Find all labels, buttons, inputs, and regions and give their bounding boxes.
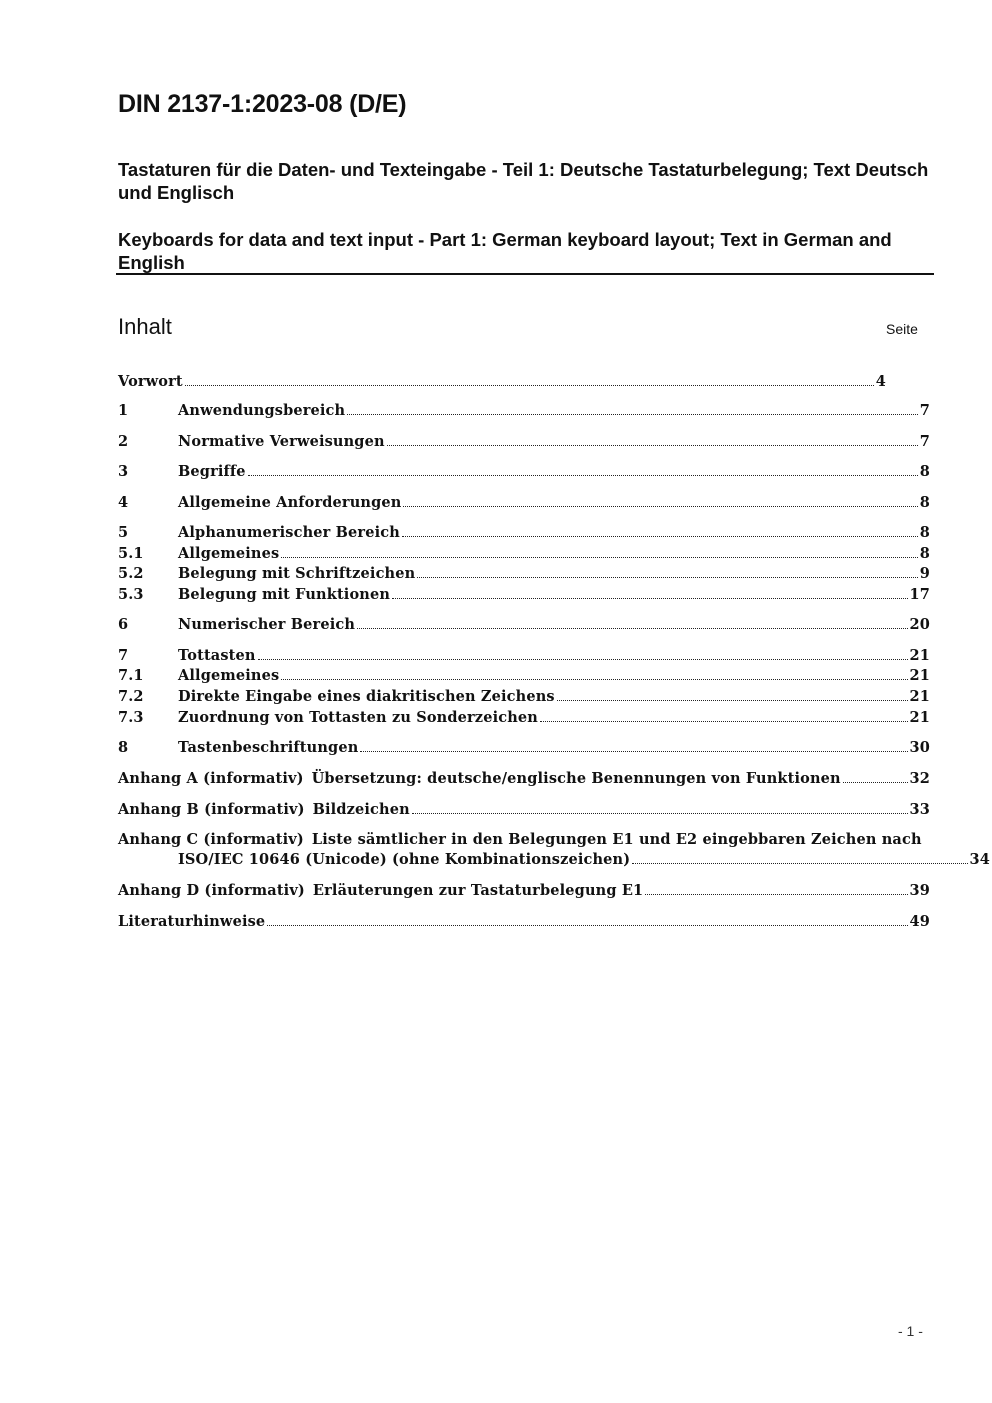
toc-annex-d[interactable]: [118, 881, 930, 901]
toc-entry[interactable]: [118, 523, 930, 543]
toc-annex-c[interactable]: [118, 830, 990, 870]
document-title: DIN 2137-1:2023-08 (D/E): [118, 90, 407, 118]
toc-entry-text-continued: ISO/IEC 10646 (Unicode) (ohne Kombinationszeichen): [178, 851, 631, 868]
toc-entry-number: 7.1: [118, 667, 144, 684]
toc-entry-text: Alphanumerischer Bereich: [178, 524, 400, 541]
toc-entry-text: Liste sämtlicher in den Belegungen E1 und E2 eingebbaren Zeichen nach: [311, 831, 922, 848]
toc-entry[interactable]: [118, 432, 930, 452]
toc-annex-label: Anhang A (informativ): [118, 770, 304, 787]
toc-entry-text: Übersetzung: deutsche/englische Benennungen von Funktionen: [311, 770, 841, 787]
toc-entry-page: 20: [909, 616, 930, 633]
toc-entry-number: 7.2: [118, 688, 144, 705]
toc-entry-page: 21: [909, 667, 930, 684]
toc-entry-text: Numerischer Bereich: [178, 616, 356, 633]
toc-entry-number: 5.1: [118, 545, 144, 562]
toc-entry-page: 21: [909, 647, 930, 664]
toc-annex-b[interactable]: [118, 800, 930, 820]
toc-entry-number: 4: [118, 494, 129, 511]
page-column-label: Seite: [886, 321, 918, 337]
toc-entry-text: Belegung mit Schriftzeichen: [178, 565, 416, 582]
toc-entry-text: Zuordnung von Tottasten zu Sonderzeichen: [178, 709, 538, 726]
toc-entry-page: 4: [875, 373, 886, 390]
toc-entry[interactable]: [118, 615, 930, 635]
toc-leader: [281, 679, 907, 680]
toc-entry[interactable]: [118, 738, 930, 758]
toc-annex-label: Anhang D (informativ): [118, 882, 305, 899]
toc-leader: [360, 751, 907, 752]
toc-entry[interactable]: [118, 462, 930, 482]
toc-leader: [347, 414, 918, 415]
toc-entry-page: 21: [909, 709, 930, 726]
toc-leader: [403, 506, 917, 507]
toc-entry-text: Normative Verweisungen: [178, 433, 385, 450]
contents-heading: Inhalt: [118, 314, 172, 339]
toc-entry[interactable]: [118, 564, 930, 584]
subtitle-german: Tastaturen für die Daten- und Texteingabe - Teil 1: Deutsche Tastaturbelegung; Text Deutsch und Englisch: [118, 159, 929, 203]
toc-entry-page: 8: [919, 545, 930, 562]
toc-entry-page: 34: [969, 851, 990, 868]
toc-entry-page: 49: [909, 913, 930, 930]
toc-leader: [645, 894, 907, 895]
toc-leader: [412, 813, 908, 814]
toc-entry-text: Allgemeines: [178, 667, 280, 684]
toc-entry-page: 39: [909, 882, 930, 899]
toc-entry-number: 6: [118, 616, 129, 633]
toc-entry-text: Literaturhinweise: [118, 913, 266, 930]
toc-leader: [392, 598, 907, 599]
toc-leader: [557, 700, 908, 701]
toc-leader: [281, 557, 917, 558]
toc-entry-page: 9: [919, 565, 930, 582]
toc-entry-page: 17: [909, 586, 930, 603]
title-divider: [116, 273, 934, 275]
toc-entry-text: Tottasten: [178, 647, 256, 664]
toc-entry-text: Allgemeines: [178, 545, 280, 562]
toc-entry-number: 7.3: [118, 709, 144, 726]
toc-entry-page: 21: [909, 688, 930, 705]
toc-entry[interactable]: [118, 666, 930, 686]
toc-leader: [417, 577, 917, 578]
toc-entry-number: 1: [118, 402, 129, 419]
toc-entry-page: 7: [919, 402, 930, 419]
toc-entry-number: 5.2: [118, 565, 144, 582]
toc-entry-vorwort[interactable]: [118, 372, 886, 392]
toc-entry-text: Belegung mit Funktionen: [178, 586, 391, 603]
toc-entry[interactable]: [118, 646, 930, 666]
page-number: - 1 -: [898, 1323, 923, 1339]
toc-entry-page: 8: [919, 463, 930, 480]
toc-leader: [267, 925, 907, 926]
toc-leader: [843, 782, 908, 783]
toc-leader: [540, 721, 908, 722]
toc-entry-text: Erläuterungen zur Tastaturbelegung E1: [312, 882, 644, 899]
toc-entry[interactable]: [118, 493, 930, 513]
toc-entry-number: 5.3: [118, 586, 144, 603]
toc-entry-text: Direkte Eingabe eines diakritischen Zeichens: [178, 688, 555, 705]
toc-entry-number: 3: [118, 463, 129, 480]
toc-leader: [357, 628, 907, 629]
toc-leader: [387, 445, 918, 446]
toc-entry-page: 7: [919, 433, 930, 450]
toc-entry-number: 8: [118, 739, 129, 756]
toc-entry-page: 8: [919, 494, 930, 511]
toc-entry-text: Anwendungsbereich: [178, 402, 346, 419]
toc-entry[interactable]: [118, 585, 930, 605]
toc-entry[interactable]: [118, 401, 930, 421]
subtitle-english: Keyboards for data and text input - Part 1: German keyboard layout; Text in German and English: [118, 229, 892, 273]
toc-leader: [248, 475, 918, 476]
toc-entry-text: Begriffe: [178, 463, 246, 480]
toc-entry-text: Vorwort: [118, 373, 183, 390]
toc-annex-a[interactable]: [118, 769, 930, 789]
toc-entry-number: 2: [118, 433, 129, 450]
toc-annex-label: Anhang B (informativ): [118, 801, 305, 818]
toc-entry-number: 7: [118, 647, 129, 664]
toc-leader: [402, 536, 918, 537]
toc-entry-number: 5: [118, 524, 129, 541]
toc-entry-text: Bildzeichen: [312, 801, 410, 818]
toc-leader: [185, 385, 874, 386]
toc-entry[interactable]: [118, 544, 930, 564]
toc-entry-page: 30: [909, 739, 930, 756]
toc-entry-text: Allgemeine Anforderungen: [178, 494, 402, 511]
toc-leader: [632, 863, 967, 864]
toc-entry[interactable]: [118, 708, 930, 728]
toc-entry-page: 8: [919, 524, 930, 541]
toc-entry-literature[interactable]: [118, 912, 930, 932]
toc-annex-label: Anhang C (informativ): [118, 831, 304, 848]
toc-entry-page: 33: [909, 801, 930, 818]
toc-entry[interactable]: [118, 687, 930, 707]
toc-entry-page: 32: [909, 770, 930, 787]
toc-entry-text: Tastenbeschriftungen: [178, 739, 359, 756]
toc-leader: [258, 659, 908, 660]
